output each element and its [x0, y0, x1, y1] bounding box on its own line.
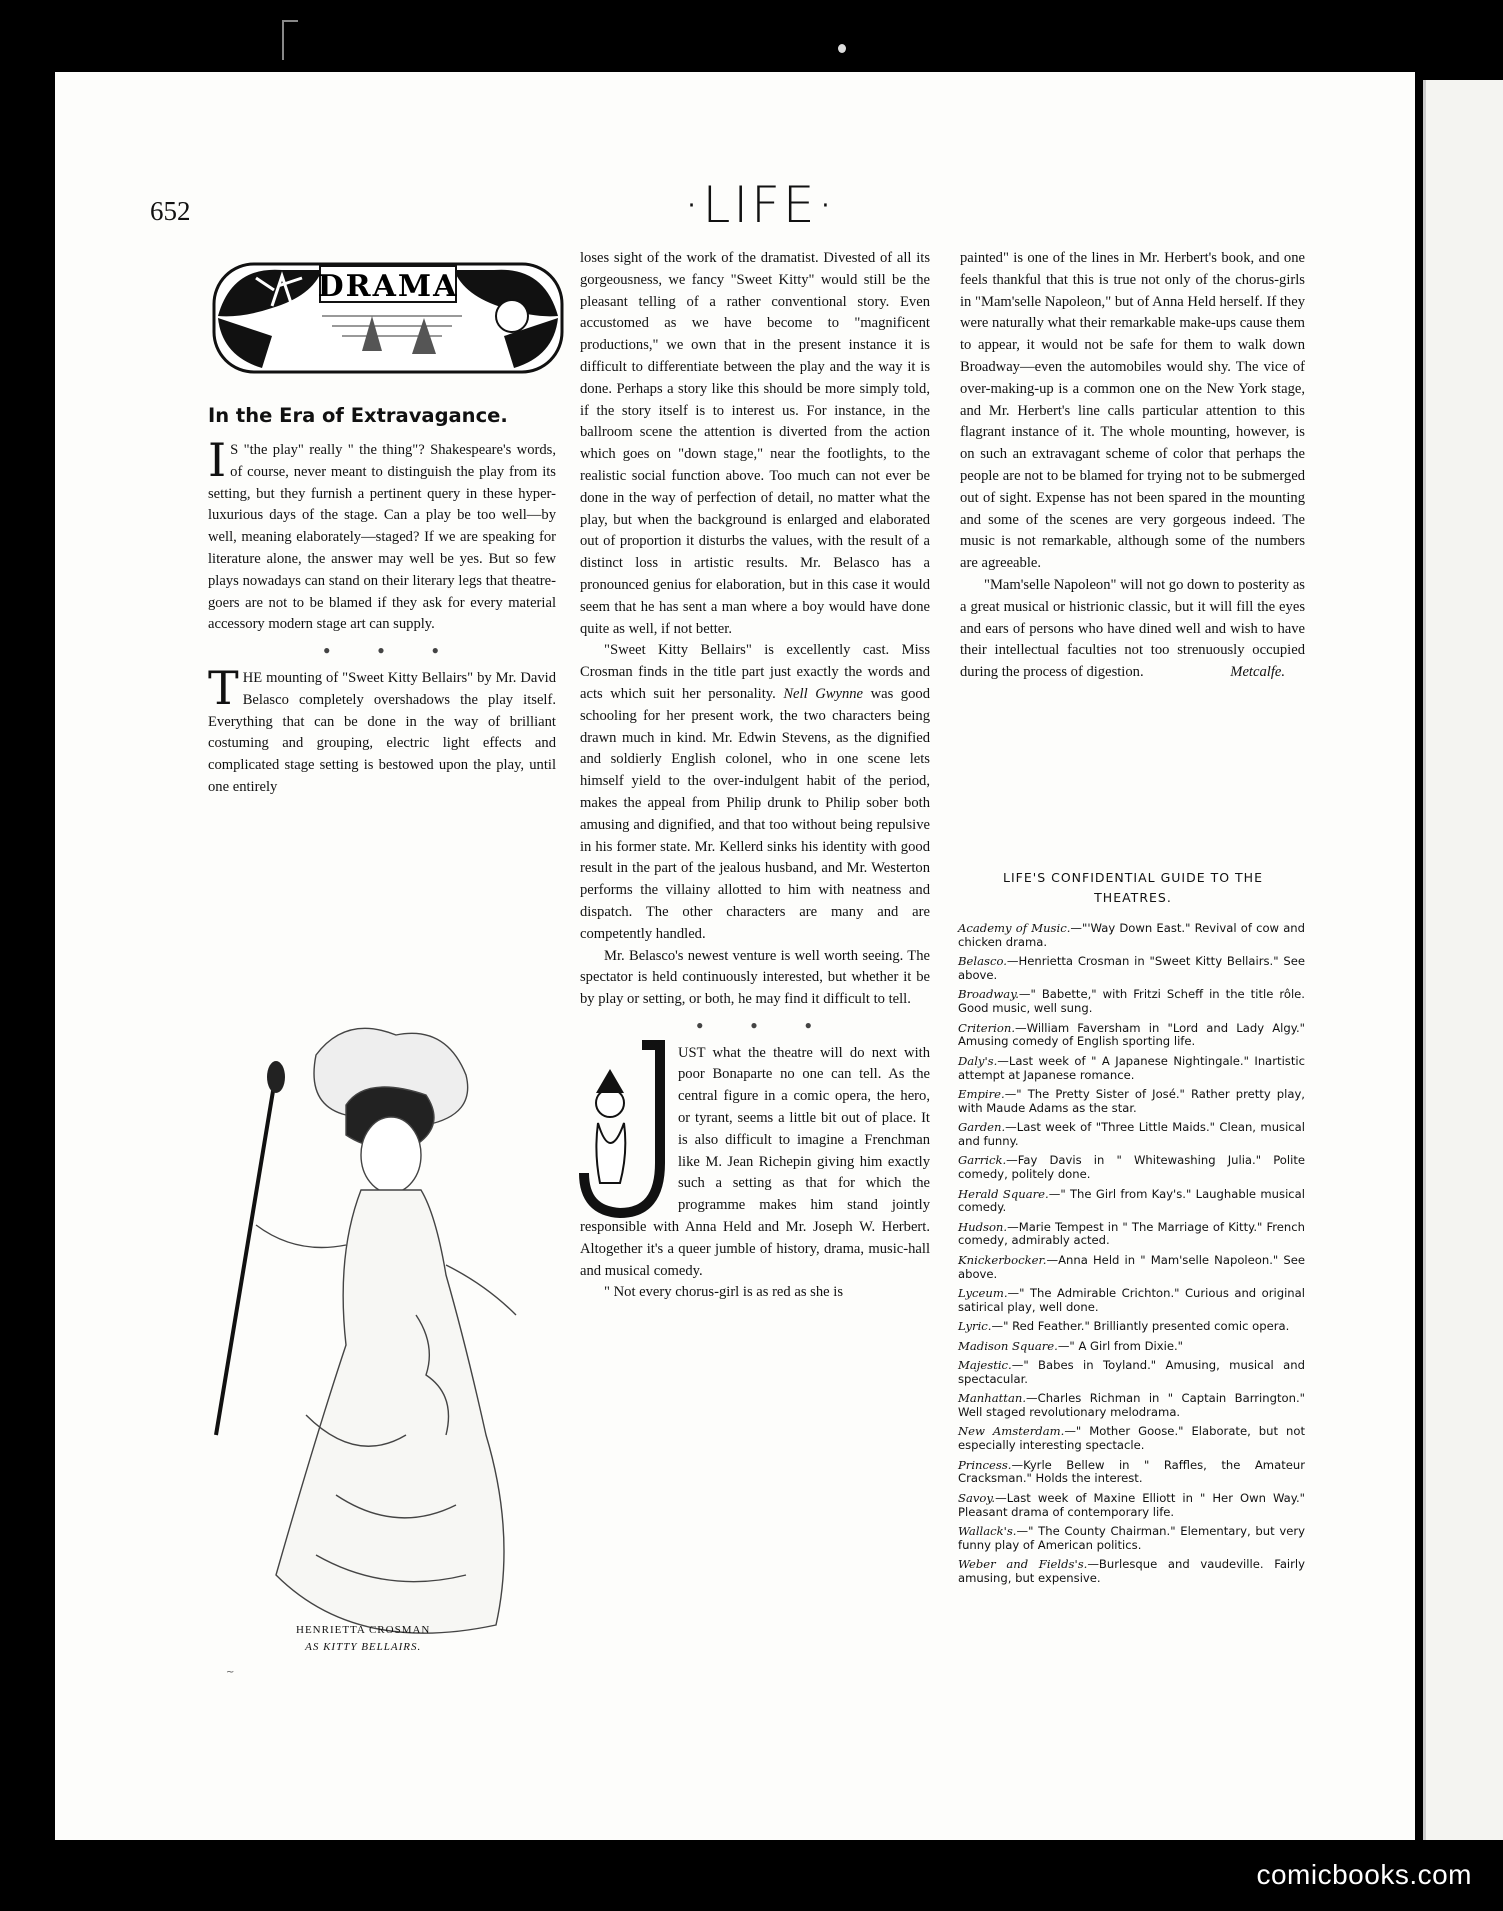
- guide-entry: [958, 1320, 1305, 1334]
- guide-venue: Garden.: [958, 1120, 1006, 1135]
- guide-entry: [958, 1359, 1305, 1387]
- guide-entry: [958, 1121, 1305, 1149]
- guide-entry: [958, 922, 1305, 950]
- guide-entry: [958, 1154, 1305, 1182]
- adjacent-page-edge: [1423, 80, 1503, 1840]
- guide-venue: Savoy.: [958, 1490, 996, 1505]
- guide-entry: [958, 1287, 1305, 1315]
- guide-description: —" Babette," with Fritzi Scheff in the title rôle. Good music, well sung.: [958, 987, 1305, 1016]
- guide-entry: [958, 1088, 1305, 1116]
- guide-description: —" The Girl from Kay's." Laughable musical comedy.: [958, 1186, 1305, 1215]
- section-ornament: ● ● ●: [696, 1017, 834, 1032]
- guide-venue: Criterion.: [958, 1020, 1016, 1035]
- theatre-guide-title: LIFE'S CONFIDENTIAL GUIDE TO THE THEATRES.: [1003, 870, 1263, 905]
- guide-description: —Burlesque and vaudeville. Fairly amusing, but expensive.: [958, 1557, 1305, 1585]
- guide-description: —Last week of "Three Little Maids." Clean, musical and funny.: [958, 1120, 1305, 1148]
- caption-line-1: HENRIETTA CROSMAN: [296, 1624, 431, 1636]
- guide-venue: Majestic.: [958, 1358, 1012, 1373]
- guide-description: —" The County Chairman." Elementary, but very funny play of American politics.: [958, 1523, 1305, 1552]
- guide-description: —Charles Richman in " Captain Barrington." Well staged revolutionary melodrama.: [958, 1391, 1305, 1420]
- article-column-1: [208, 433, 556, 799]
- guide-description: —" Red Feather." Brilliantly presented comic opera.: [991, 1319, 1290, 1334]
- svg-text:~: ~: [226, 1667, 235, 1678]
- guide-entry: [958, 1188, 1305, 1216]
- napoleon-jester-initial: [580, 1043, 672, 1215]
- guide-entry: [958, 1558, 1305, 1586]
- guide-description: —Henrietta Crosman in "Sweet Kitty Bellairs." See above.: [958, 954, 1305, 982]
- article-paragraph: " Not every chorus-girl is as red as she is: [604, 1284, 843, 1301]
- guide-venue: Belasco.: [958, 954, 1007, 969]
- article-heading: In the Era of Extravagance.: [208, 404, 508, 427]
- guide-entry: [958, 1055, 1305, 1083]
- article-column-3: [960, 248, 1305, 684]
- masthead: ·LIFE·: [683, 176, 837, 234]
- scan-speck: [838, 44, 846, 53]
- guide-description: —" Mother Goose." Elaborate, but not especially interesting spectacle.: [958, 1424, 1305, 1453]
- guide-entry: [958, 1221, 1305, 1249]
- crop-mark: [282, 20, 298, 60]
- guide-venue: Broadway.: [958, 987, 1019, 1002]
- guide-entry: [958, 988, 1305, 1016]
- guide-venue: Madison Square.: [958, 1338, 1058, 1353]
- drop-cap: I: [208, 433, 227, 487]
- guide-entry: [958, 1492, 1305, 1520]
- guide-venue: Academy of Music.: [958, 921, 1071, 935]
- guide-venue: Herald Square.: [958, 1186, 1049, 1201]
- guide-description: —Last week of " A Japanese Nightingale." Inartistic attempt at Japanese romance.: [958, 1053, 1305, 1082]
- guide-description: —" The Admirable Crichton." Curious and original satirical play, well done.: [958, 1286, 1305, 1314]
- article-paragraph: "Sweet Kitty Bellairs" is excellently cast. Miss Crosman finds in the title part just exactly the words and acts which suit her personality. Nell Gwynne was good schooling for her present work, the two characters being drawn much in kind. Mr. Edwin Stevens, as the dignified and soldierly English colonel, who in one scene lets himself yield to the over-indulgent habit of the period, makes the appeal from Philip drunk to Philip sober both amusing and dignified, and that too without being repulsive in his former state. Mr. Kellerd sinks his identity with good result in the part of the jealous husband, and Mr. Westerton performs the villainy allotted to him with neatness and dispatch. The other characters are many and are competently handled.: [580, 642, 930, 942]
- guide-venue: Daly's.: [958, 1053, 998, 1068]
- caption-line-2: AS KITTY BELLAIRS.: [305, 1641, 422, 1653]
- drama-banner: [212, 256, 564, 374]
- article-paragraph: loses sight of the work of the dramatist. Divested of all its gorgeousness, we fancy "Sweet Kitty" would still be the pleasant telling of a rather conventional story. Even accustomed as we have become to "magnificent productions," we own that in the present instance it is difficult to differentiate between the play and the way it is done. Perhaps a story like this should be more simply told, if the story itself is to interest us. For instance, in the ballroom scene the attention is diverted from the action which goes on "down stage," near the footlights, to the realistic social function above. Too much can not ever be done in the way of perfection of detail, no matter what the play, but when the background is enlarged and elaborated out of proportion it disturbs the values, with the result of a distinct loss in artistic results. Mr. Belasco has a pronounced genius for elaboration, but in this case it would seem that he has sent a man where a boy would have done quite as well, if not better.: [580, 250, 930, 637]
- article-paragraph: painted" is one of the lines in Mr. Herbert's book, and one feels thankful that this is true not only of the chorus-girls in "Mam'selle Napoleon," but of Anna Held herself. If they were naturally what their remarkable make-ups cause them to appear, it would not be safe for them to walk down Broadway—even the automobiles would shy. The vice of over-making-up is a common one on the New York stage, and Mr. Herbert's line calls particular attention to this flagrant instance of it. The whole mounting, however, is on such an extravagant scheme of color that perhaps the people are not to be blamed for trying not to be submerged out of sight. Expense has not been spared in the mounting and some of the scenes are very gorgeous indeed. The music is not remarkable, although some of the numbers are agreeable.: [960, 250, 1305, 572]
- guide-venue: Knickerbocker.: [958, 1252, 1047, 1267]
- author-signature: Metcalfe.: [1230, 664, 1285, 681]
- guide-description: —William Faversham in "Lord and Lady Algy." Amusing comedy of English sporting life.: [958, 1020, 1305, 1049]
- guide-entry: [958, 1525, 1305, 1553]
- theatre-guide-list: [958, 922, 1305, 1591]
- article-paragraph: UST what the theatre will do next with poor Bonaparte no one can tell. As the central figure in a comic opera, the hero, or tyrant, seems a little bit out of place. It is also difficult to imagine a Frenchman like M. Jean Richepin giving him exactly such a setting as that for which the programme makes him stand jointly responsible with Anna Held and Mr. Joseph W. Herbert. Altogether it's a queer jumble of history, drama, music-hall and musical comedy.: [580, 1044, 930, 1279]
- guide-entry: [958, 1254, 1305, 1282]
- drop-cap: T: [208, 660, 239, 715]
- guide-description: —Fay Davis in " Whitewashing Julia." Polite comedy, politely done.: [958, 1153, 1305, 1182]
- guide-venue: New Amsterdam.: [958, 1424, 1065, 1439]
- guide-entry: [958, 1340, 1305, 1354]
- article-paragraph: Mr. Belasco's newest venture is well worth seeing. The spectator is held continuously interested, but whether it be by play or setting, or both, he may find it difficult to tell.: [580, 947, 930, 1008]
- guide-venue: Hudson.: [958, 1219, 1008, 1234]
- article-paragraph: "Mam'selle Napoleon" will not go down to posterity as a great musical or histrionic classic, but it will fill the eyes and ears of persons who have dined well and wish to have their intellectual faculties not too strenuously occupied during the process of digestion. Metcalfe.: [960, 575, 1305, 684]
- guide-venue: Empire.: [958, 1086, 1005, 1101]
- guide-description: —Anna Held in " Mam'selle Napoleon." See above.: [958, 1252, 1305, 1281]
- guide-entry: [958, 955, 1305, 983]
- guide-entry: [958, 1022, 1305, 1050]
- guide-description: —" The Pretty Sister of José." Rather pretty play, with Maude Adams as the star.: [958, 1086, 1305, 1115]
- illustration-caption: [296, 1622, 430, 1656]
- guide-description: —Last week of Maxine Elliott in " Her Own Way." Pleasant drama of contemporary life.: [958, 1490, 1305, 1519]
- j-initial-paragraph: [580, 1043, 930, 1283]
- article-column-2: [580, 248, 930, 1304]
- guide-venue: Weber and Fields's.: [958, 1557, 1088, 1572]
- section-ornament: ● ● ●: [323, 643, 461, 658]
- guide-venue: Garrick.: [958, 1153, 1007, 1168]
- guide-venue: Wallack's.: [958, 1523, 1017, 1538]
- article-paragraph: THE mounting of "Sweet Kitty Bellairs" by Mr. David Belasco completely overshadows the play itself. Everything that can be done in the way of brilliant costuming and grouping, electric light effects and complicated stage setting is bestowed upon the play, until one entirely: [208, 660, 556, 795]
- guide-entry: [958, 1459, 1305, 1487]
- guide-venue: Lyric.: [958, 1319, 992, 1334]
- guide-entry: [958, 1425, 1305, 1453]
- guide-venue: Manhattan.: [958, 1391, 1027, 1406]
- article-paragraph: I S "the play" really " the thing"? Shakespeare's words, of course, never meant to distinguish the play from its setting, but they furnish a pertinent query in these hyper-luxurious days of the stage. Can a play be too well—by well, meaning elaborately—staged? If we are speaking for literature alone, the answer may well be yes. But so few plays nowadays can stand on their literary legs that theatre-goers are not to be blamed if they ask for every material accessory modern stage art can supply.: [208, 433, 556, 633]
- watermark: comicbooks.com: [1256, 1859, 1472, 1890]
- page-number: 652: [150, 196, 191, 226]
- drama-banner-label: DRAMA: [317, 269, 459, 304]
- guide-description: —Kyrle Bellew in " Raffles, the Amateur Cracksman." Holds the interest.: [958, 1457, 1305, 1486]
- guide-description: —" Babes in Toyland." Amusing, musical and spectacular.: [958, 1358, 1305, 1386]
- guide-description: —"'Way Down East." Revival of cow and chicken drama.: [958, 921, 1306, 949]
- guide-entry: [958, 1392, 1305, 1420]
- guide-venue: Princess.: [958, 1457, 1012, 1472]
- guide-venue: Lyceum.: [958, 1286, 1008, 1301]
- guide-description: —" A Girl from Dixie.": [1057, 1338, 1183, 1353]
- guide-description: —Marie Tempest in " The Marriage of Kitty." French comedy, admirably acted.: [958, 1219, 1305, 1248]
